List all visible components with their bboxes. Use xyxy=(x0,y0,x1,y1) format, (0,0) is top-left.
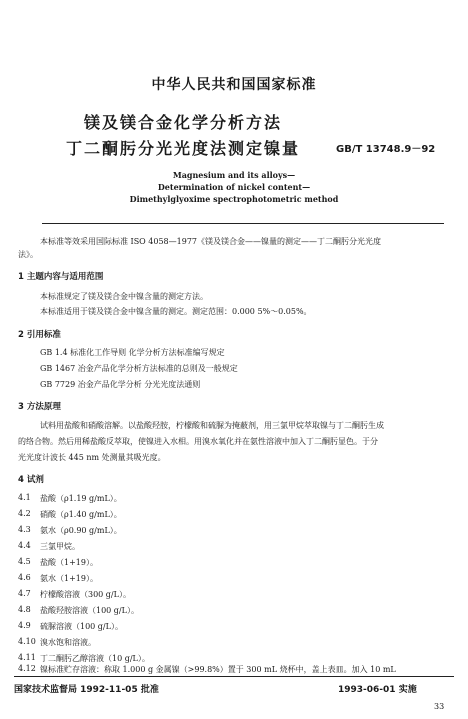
title-cn-line2: 丁二酮肟分光光度法测定镍量 xyxy=(66,139,301,158)
section1-line2: 本标准适用于镁及镁合金中镍含量的测定。测定范围：0.000 5%～0.05%。 xyxy=(40,307,312,316)
reagent-number: 4.8 xyxy=(18,605,31,614)
section4-heading: 4 试剂 xyxy=(18,475,44,485)
section3-heading: 3 方法原理 xyxy=(18,402,61,412)
reagent-number: 4.10 xyxy=(18,637,36,646)
section1-heading: 1 主题内容与适用范围 xyxy=(18,272,104,282)
national-standard-heading: 中华人民共和国国家标准 xyxy=(151,77,317,93)
intro-line1: 本标准等效采用国际标准 ISO 4058—1977《镁及镁合金——镍量的测定——丁二酮肟分光光度 xyxy=(40,237,382,246)
standard-number: GB/T 13748.9－92 xyxy=(336,144,436,155)
reagent-number: 4.5 xyxy=(18,557,31,566)
title-en-line1: Magnesium and its alloys— xyxy=(172,170,296,180)
intro-line2: 法》。 xyxy=(18,250,38,259)
reagent-text: 三氯甲烷。 xyxy=(40,542,80,551)
reagent-text: 盐酸（ρ1.19 g/mL）。 xyxy=(40,494,122,503)
reagent-text: 镍标准贮存溶液：称取 1.000 g 金属镍（>99.8%）置于 300 mL 烧杯中，盖上表皿。加入 10 mL xyxy=(40,665,396,674)
reagent-number: 4.6 xyxy=(18,573,31,582)
title-en-line3: Dimethylglyoxime spectrophotometric method xyxy=(129,194,339,204)
reference-item: GB 1.4 标准化工作导则 化学分析方法标准编写规定 xyxy=(40,348,225,357)
section1-line1: 本标准规定了镁及镁合金中镍含量的测定方法。 xyxy=(40,292,208,301)
reference-item: GB 7729 冶金产品化学分析 分光光度法通则 xyxy=(40,380,201,389)
reagent-text: 盐酸（1+19）。 xyxy=(40,558,98,567)
reference-item: GB 1467 冶金产品化学分析方法标准的总则及一般规定 xyxy=(40,364,238,373)
reagent-text: 盐酸羟胺溶液（100 g/L）。 xyxy=(40,606,139,615)
section3-line3: 光光度计波长 445 nm 处测量其吸光度。 xyxy=(18,453,166,462)
reagent-number: 4.2 xyxy=(18,509,31,518)
reagent-text: 溴水饱和溶液。 xyxy=(40,638,96,647)
page-number: 33 xyxy=(434,702,445,711)
reagent-text: 硝酸（ρ1.40 g/mL）。 xyxy=(40,510,122,519)
reagent-number: 4.12 xyxy=(18,664,36,673)
footer-rule xyxy=(14,676,454,677)
title-cn-line1: 镁及镁合金化学分析方法 xyxy=(84,113,283,132)
title-en-line2: Determination of nickel content— xyxy=(157,182,311,192)
reagent-number: 4.1 xyxy=(18,493,31,502)
reagent-text: 丁二酮肟乙醇溶液（10 g/L）。 xyxy=(40,654,150,663)
section3-line1: 试料用盐酸和硝酸溶解。以盐酸羟胺，柠檬酸和硫脲为掩蔽剂，用三氯甲烷萃取镍与丁二酮肟生成 xyxy=(40,421,384,430)
reagent-number: 4.3 xyxy=(18,525,31,534)
reagent-number: 4.11 xyxy=(18,653,36,662)
reagent-number: 4.9 xyxy=(18,621,31,630)
reagent-number: 4.7 xyxy=(18,589,31,598)
reagent-text: 氨水（ρ0.90 g/mL）。 xyxy=(40,526,122,535)
header-rule xyxy=(42,223,444,224)
section2-heading: 2 引用标准 xyxy=(18,330,61,340)
reagent-text: 硫脲溶液（100 g/L）。 xyxy=(40,622,123,631)
reagent-number: 4.4 xyxy=(18,541,31,550)
effective-date: 1993-06-01 实施 xyxy=(338,685,417,695)
section3-line2: 的络合物。然后用稀盐酸反萃取，使镍进入水相。用溴水氧化并在氨性溶液中加入丁二酮肟显色。于分 xyxy=(18,437,378,446)
reagent-text: 氨水（1+19）。 xyxy=(40,574,98,583)
reagent-text: 柠檬酸溶液（300 g/L）。 xyxy=(40,590,131,599)
approval-date: 国家技术监督局 1992-11-05 批准 xyxy=(14,685,159,695)
